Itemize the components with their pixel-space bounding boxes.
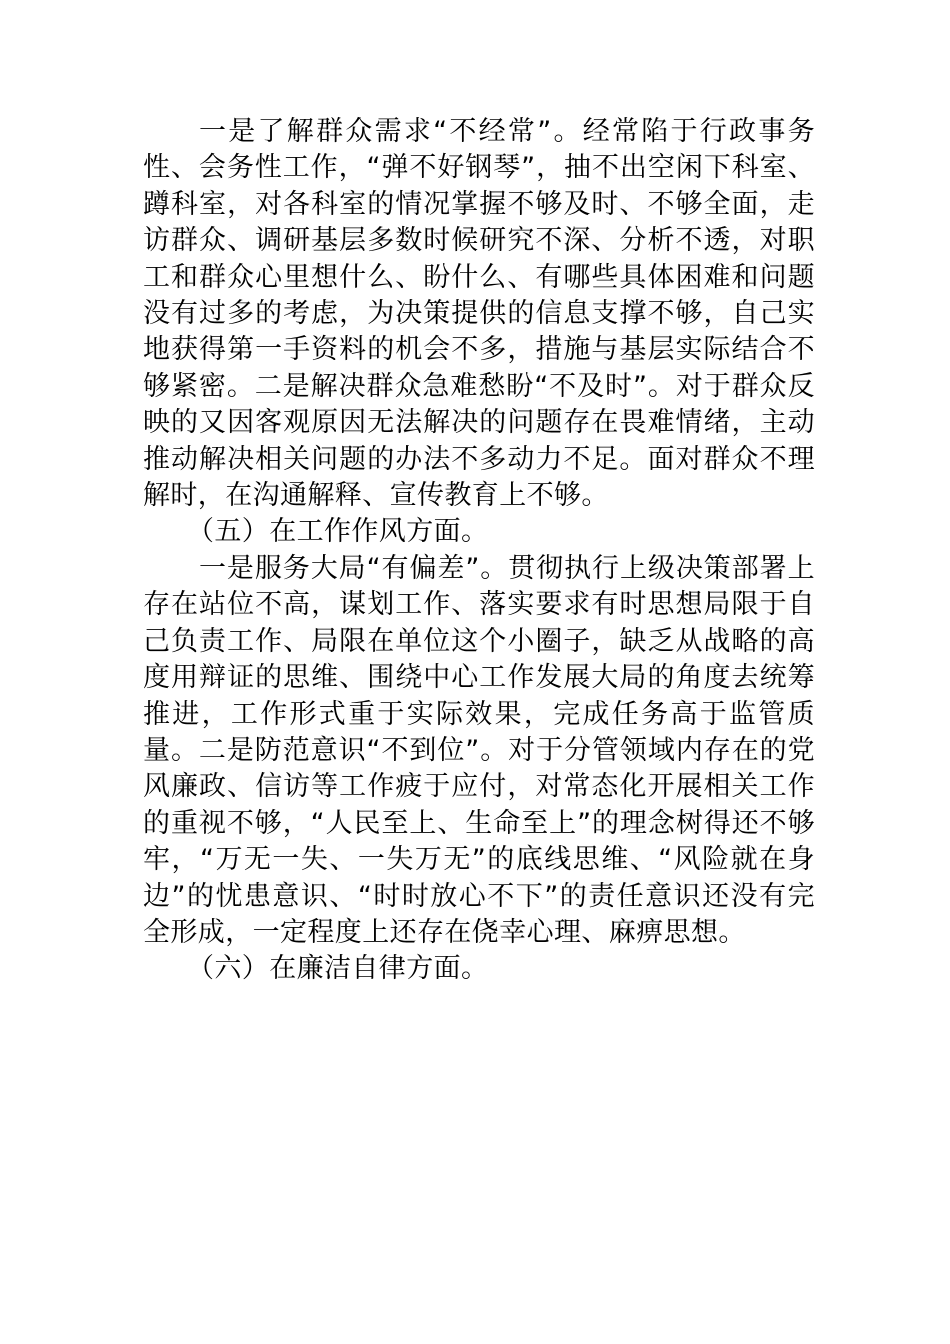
body-paragraph: 一是了解群众需求“不经常”。经常陷于行政事务性、会务性工作，“弹不好钢琴”，抽不出空闲下科室、蹲科室，对各科室的情况掌握不够及时、不够全面，走访群众、调研基层多数时候研究不深、分析不透，对职工和群众心里想什么、盼什么、有哪些具体困难和问题没有过多的考虑，为决策提供的信息支撑不够，自己实地获得第一手资料的机会不多，措施与基层实际结合不够紧密。二是解决群众急难愁盼“不及时”。对于群众反映的又因客观原因无法解决的问题存在畏难情绪，主动推动解决相关问题的办法不多动力不足。面对群众不理解时，在沟通解释、宣传教育上不够。 <box>143 116 815 512</box>
body-paragraph: 一是服务大局“有偏差”。贯彻执行上级决策部署上存在站位不高，谋划工作、落实要求有时思想局限于自己负责工作、局限在单位这个小圈子，缺乏从战略的高度用辩证的思维、围绕中心工作发展大局的角度去统筹推进，工作形式重于实际效果，完成任务高于监管质量。二是防范意识“不到位”。对于分管领域内存在的党风廉政、信访等工作疲于应付，对常态化开展相关工作的重视不够，“人民至上、生命至上”的理念树得还不够牢，“万无一失、一失万无”的底线思维、“风险就在身边”的忧患意识、“时时放心不下”的责任意识还没有完全形成，一定程度上还存在侥幸心理、麻痹思想。 <box>143 552 815 948</box>
section-heading-five: （五）在工作作风方面。 <box>187 516 489 548</box>
section-heading-six: （六）在廉洁自律方面。 <box>187 953 489 985</box>
document-body <box>143 114 815 988</box>
